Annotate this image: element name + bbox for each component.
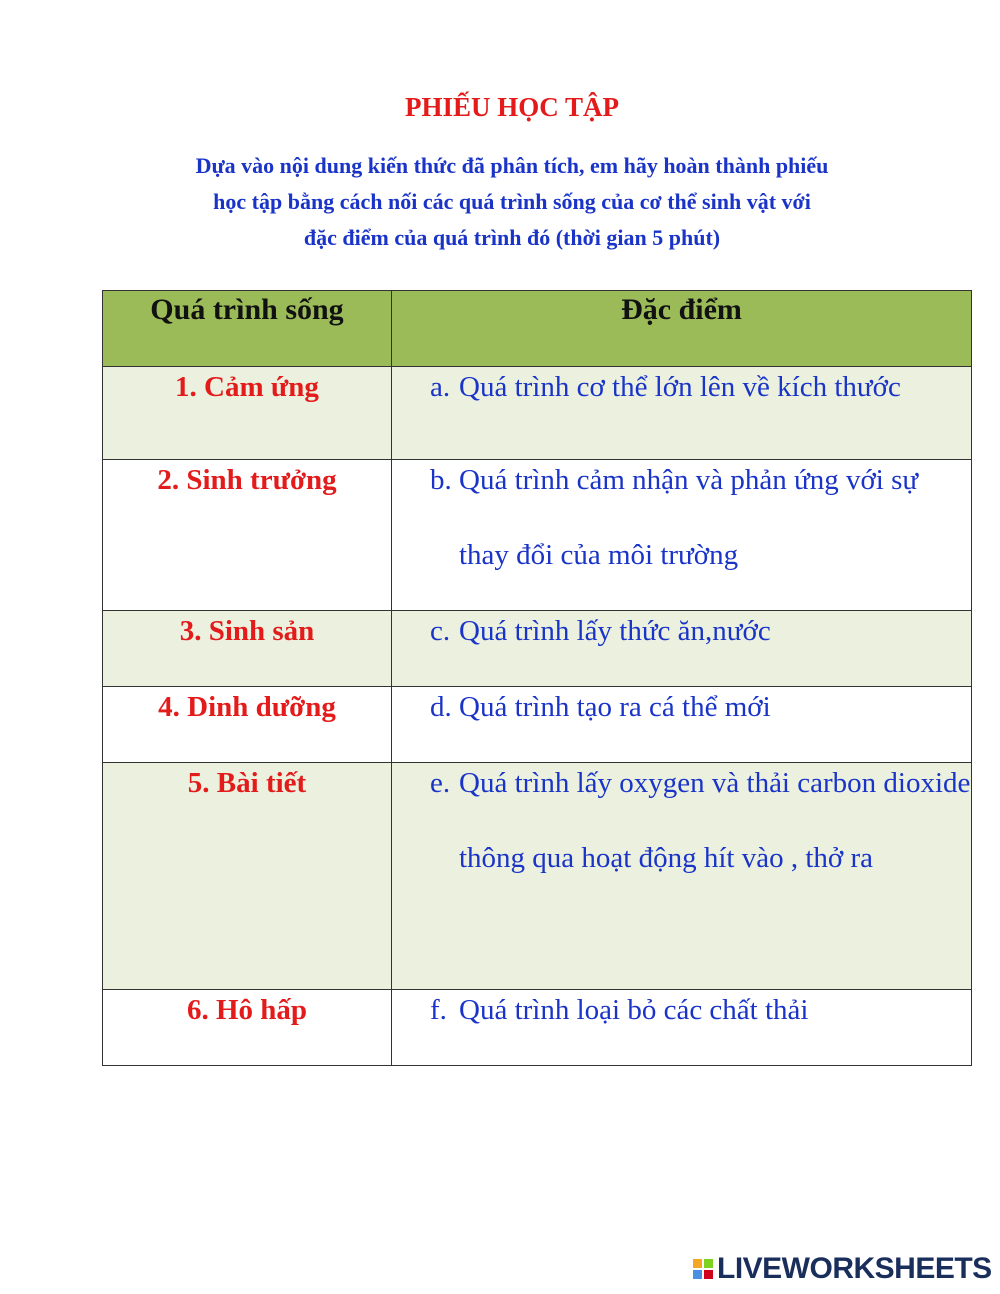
feature-letter: f. [430, 994, 447, 1026]
table-row [103, 460, 972, 611]
instruction-line: Dựa vào nội dung kiến thức đã phân tích, em hãy hoàn thành phiếu [195, 153, 829, 178]
feature-text: Quá trình lấy oxygen và thải carbon dioxide thông qua hoạt động hít vào , thở ra [459, 767, 971, 874]
feature-letter: a. [430, 371, 451, 403]
instruction-line: học tập bằng cách nối các quá trình sống của cơ thể sinh vật với [213, 189, 811, 214]
feature-letter: d. [430, 691, 452, 723]
feature-text: Quá trình lấy thức ăn,nước [459, 615, 771, 647]
liveworksheets-icon [692, 1258, 714, 1280]
feature-letter: b. [430, 464, 452, 496]
feature-letter: c. [430, 615, 451, 647]
instruction-line: đặc điểm của quá trình đó (thời gian 5 phút) [303, 225, 721, 250]
instructions [0, 148, 1000, 256]
feature-text: Quá trình loại bỏ các chất thải [459, 994, 809, 1026]
feature-text: Quá trình tạo ra cá thể mới [459, 691, 771, 723]
feature-text: Quá trình cảm nhận và phản ứng với sự thay đổi của môi trường [459, 464, 919, 571]
logo-text: LIVEWORKSHEETS [717, 1252, 992, 1285]
table-row [103, 763, 972, 990]
feature-cell[interactable] [392, 763, 972, 990]
process-cell[interactable]: 4. Dinh dưỡng [103, 687, 392, 763]
feature-letter: e. [430, 767, 451, 799]
liveworksheets-logo [692, 1251, 992, 1287]
logo-square [703, 1269, 714, 1280]
process-cell[interactable]: 5. Bài tiết [103, 763, 392, 990]
logo-square [703, 1258, 714, 1269]
process-cell[interactable]: 3. Sinh sản [103, 611, 392, 687]
matching-table [102, 290, 972, 1066]
feature-cell[interactable] [392, 460, 972, 611]
feature-cell[interactable] [392, 990, 972, 1066]
logo-square [692, 1269, 703, 1280]
process-cell[interactable]: 1. Cảm ứng [103, 367, 392, 460]
process-cell[interactable]: 6. Hô hấp [103, 990, 392, 1066]
feature-text: Quá trình cơ thể lớn lên về kích thước [459, 371, 901, 403]
worksheet-title: PHIẾU HỌC TẬP [404, 92, 620, 122]
header-feature: Đặc điểm [392, 291, 972, 367]
process-cell[interactable]: 2. Sinh trưởng [103, 460, 392, 611]
header-process: Quá trình sống [103, 291, 392, 367]
table-row [103, 990, 972, 1066]
logo-square [692, 1258, 703, 1269]
